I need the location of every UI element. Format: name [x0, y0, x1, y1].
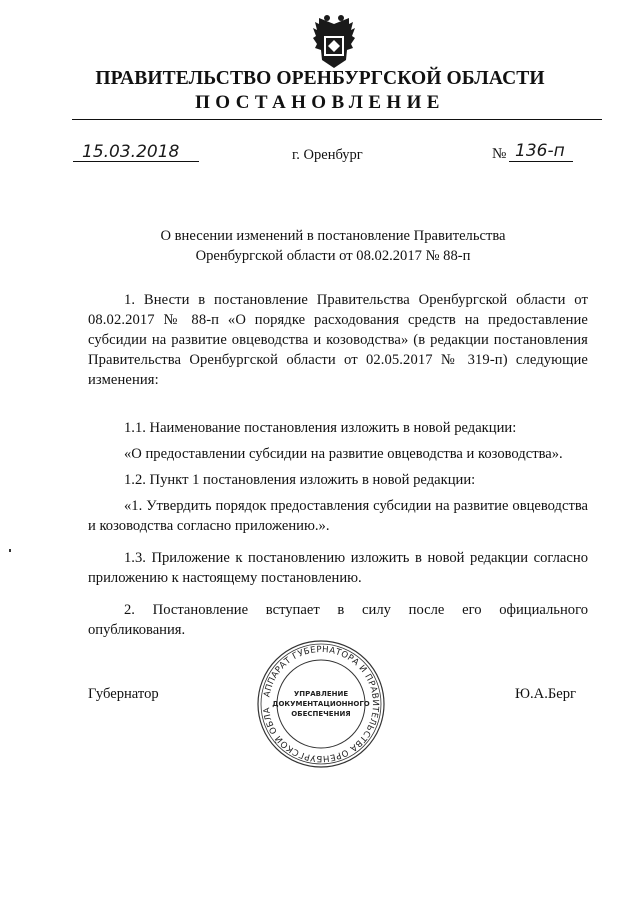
scan-speck [9, 549, 11, 552]
organization-title: ПРАВИТЕЛЬСТВО ОРЕНБУРГСКОЙ ОБЛАСТИ [95, 68, 545, 89]
stamp-center-text: УПРАВЛЕНИЕ [293, 690, 349, 698]
body-paragraph: 1. Внести в постановление Правительства Оренбургской области от 08.02.2017 № 88-п «О порядке расходования средств на предоставление субсидии на развитие овцеводства и козоводства» (в редакции постановления Правительства Оренбургской области от 02.05.2017 № 319-п) следующие изменения: [88, 292, 588, 388]
subject-line: О внесении изменений в постановление Правительства [160, 228, 506, 244]
body-paragraph: 1.2. Пункт 1 постановления изложить в новой редакции: [124, 472, 476, 488]
number-underline [509, 161, 573, 162]
body-paragraph: 1.1. Наименование постановления изложить в новой редакции: [124, 420, 517, 436]
date-underline [73, 161, 199, 162]
subject-line: Оренбургской области от 08.02.2017 № 88-п [195, 248, 471, 264]
document-type-title: ПОСТАНОВЛЕНИЕ [195, 92, 445, 113]
body-paragraph: «1. Утвердить порядок предоставления субсидии на развитие овцеводства и козоводства согласно приложению.». [88, 498, 588, 534]
stamp-center-text: ДОКУМЕНТАЦИОННОГО [272, 700, 370, 708]
stamp-center-text: ОБЕСПЕЧЕНИЯ [291, 710, 351, 718]
official-stamp [255, 638, 387, 770]
body-paragraph: «О предоставлении субсидии на развитие овцеводства и козоводства». [124, 446, 563, 462]
document-number: 136-п [515, 141, 565, 161]
body-paragraph: 1.3. Приложение к постановлению изложить в новой редакции согласно приложению к настоящему постановлению. [88, 550, 588, 586]
document-subject [0, 226, 640, 266]
signatory-title: Губернатор [88, 686, 159, 702]
number-sign: № [492, 146, 507, 162]
document-city: г. Оренбург [292, 147, 363, 163]
signatory-name: Ю.А.Берг [515, 686, 576, 702]
coat-of-arms-icon [311, 14, 357, 70]
body-paragraph: 2. Постановление вступает в силу после его официального опубликования. [88, 602, 588, 638]
document-date: 15.03.2018 [82, 142, 180, 162]
stamp-ring-text: АППАРАТ ГУБЕРНАТОРА И ПРАВИТЕЛЬСТВА ОРЕНБУРГСКОЙ ОБЛА [262, 644, 381, 764]
header-divider [72, 119, 602, 120]
